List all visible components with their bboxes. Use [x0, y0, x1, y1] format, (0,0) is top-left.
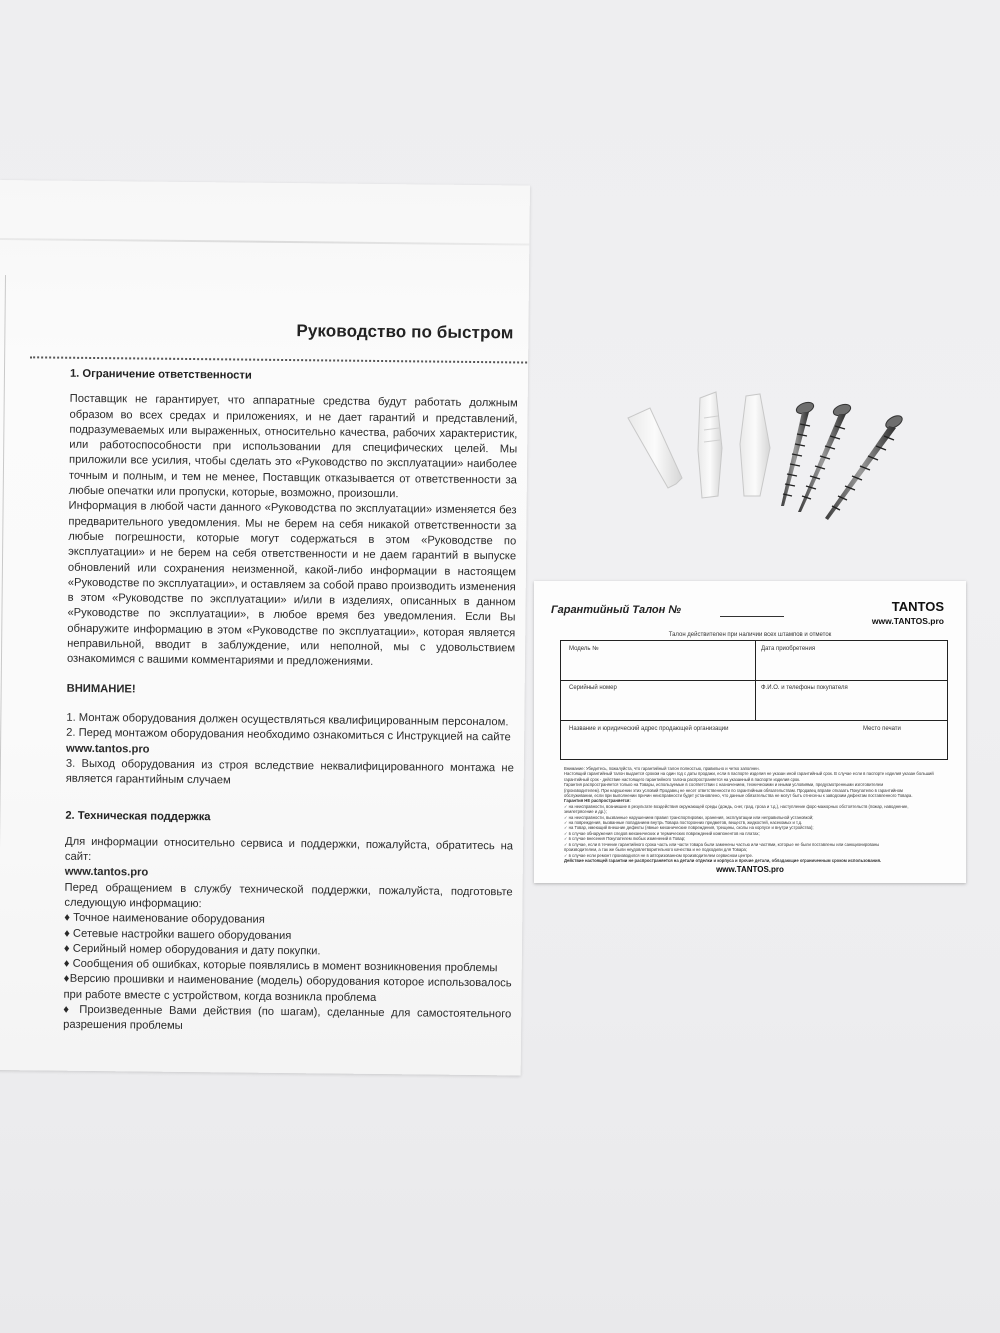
support-item: ♦ Серийный номер оборудования и дату покупки. — [63, 942, 321, 958]
warranty-card-title: Гарантийный Талон № — [551, 604, 681, 616]
terms-line: ✓ в случае обнаружения следов механических и термических повреждений компонентов на платах; — [564, 830, 760, 836]
section2-heading: 2. Техническая поддержка — [65, 810, 211, 824]
wall-plug-icon — [698, 392, 722, 498]
sheet-left-panel — [0, 275, 6, 1055]
card-footer-url: www.TANTOS.pro — [716, 865, 784, 874]
terms-line: землетрясение и др.); — [564, 809, 607, 815]
wall-plug-icon — [740, 394, 770, 496]
section2-paragraph2: Перед обращением в службу технической поддержки, пожалуйста, подготовьте следующую информацию: — [64, 881, 513, 911]
terms-line: Гарантия распространяется только на Товары, используемые в соответствии с назначением, техническими и иными условиями, предусмотренными изготовителем — [564, 782, 884, 788]
mounting-hardware — [618, 378, 918, 528]
section1-paragraph2: Информация в любой части данного «Руководства по эксплуатации» изменяется без предварительного уведомления. Мы не берем на себя никакой ответственности за любые погрешности, которые могут содержаться в этом «Руководстве по эксплуатации» и не берем на себя ответственности и не даем гарантий в выпуске обновлений или сохранения неизменной, какой-либо информации в настоящем «Руководстве по эксплуатации», и оставляем за собой право производить изменения в этом «Руководстве по эксплуатации» и/или в изделиях, описанных в данном «Руководстве по эксплуатации», в любое время без уведомления. Если Вы обнаружите информацию в этом «Руководстве по эксплуатации», которая является неправильной, вводит в заблуждение, или неполной, мы с удовольствием ознакомимся с вашими комментариями и предложениями. — [66, 500, 517, 669]
warranty-terms — [564, 766, 944, 863]
attention-heading: ВНИМАНИЕ! — [66, 682, 136, 696]
terms-line: производителем, а так же были неудовлетворительного качества и не подходили для Товара; — [564, 847, 748, 853]
manual-title: Руководство по быстром — [296, 321, 514, 343]
title-rule — [30, 356, 530, 363]
stamp-place-label: Место печати — [863, 726, 901, 732]
purchase-date-label: Дата приобретения — [761, 646, 816, 652]
support-item: ♦Версию прошивки и наименование (модель) оборудования которое использовалось при работе вместе с устройством, когда возникла проблема — [63, 973, 512, 1004]
quick-guide-sheet — [0, 180, 530, 1076]
buyer-info-label: Ф.И.О. и телефоны покупателя — [761, 685, 848, 691]
terms-line: Гарантия НЕ распространяется: — [564, 798, 631, 804]
terms-line: Настоящий гарантийный талон выдается сроком на один год с даты продажи, если в паспорте изделия не указан иной гарантийный срок. В случае если в паспорте изделия указан больший — [564, 771, 934, 777]
terms-line: обслуживании, если при выполнении причин неисправности будет установлено, что данные обязательства не могут быть отнесены к заводским дефектам поставленного Товара. — [564, 793, 913, 799]
attention-url: www.tantos.pro — [65, 742, 150, 756]
warranty-number-line — [720, 616, 784, 617]
terms-line: ✓ в случае если ремонт производился не в авторизованном производителем сервисном центре. — [564, 852, 753, 858]
terms-line: ✓ на повреждения, вызванные попаданием внутрь Товара посторонних предметов, веществ, жидкостей, насекомых и т.д. — [564, 820, 803, 826]
manual-body — [63, 367, 518, 1038]
support-item: ♦ Точное наименование оборудования — [64, 911, 265, 927]
brand-url: www.TANTOS.pro — [871, 616, 944, 626]
terms-line: ✓ в случае внесения Покупателем любых изменений в Товар; — [564, 836, 686, 842]
support-item: ♦ Произведенные Вами действия (по шагам), сделанные для самостоятельного разрешения проблемы — [63, 1003, 512, 1033]
brand-logo-text: TANTOS — [891, 599, 944, 614]
attention-item-1: 1. Монтаж оборудования должен осуществляться квалифицированным персоналом. — [66, 711, 509, 729]
attention-item-2: 2. Перед монтажом оборудования необходимо ознакомиться с Инструкцией на сайте — [66, 726, 511, 744]
warranty-card — [534, 581, 966, 883]
card-subtitle: Талон действителен при наличии всех штампов и отметок — [668, 632, 832, 638]
seller-info-label: Название и юридический адрес продающей организации — [569, 726, 729, 732]
terms-line: ✓ на Товар, имеющий внешние дефекты (явные механические повреждения, трещины, сколы на корпусе и внутри устройства); — [564, 825, 814, 831]
terms-line: ✓ на неисправности, вызванные нарушением правил транспортировки, хранения, эксплуатации или неправильной установкой; — [564, 814, 814, 820]
terms-line: Внимание: Убедитесь, пожалуйста, что гарантийный талон полностью, правильно и четко заполнен. — [564, 766, 760, 771]
section2-url: www.tantos.pro — [64, 866, 149, 879]
terms-line: гарантийный срок - действие настоящего гарантийного талона распространяется на указанный в паспорте изделия срок. — [564, 776, 801, 782]
section2-paragraph1: Для информации относительно сервиса и поддержки, пожалуйста, обратитесь на сайт: — [64, 835, 514, 864]
sheet-fold — [0, 238, 529, 246]
model-field-label: Модель № — [569, 646, 599, 652]
section1-paragraph1: Поставщик не гарантирует, что аппаратные средства будут работать должным образом во всех средах и приложениях, и не дает гарантий и представлений, подразумеваемых или выраженных, относительно качества, рабочих характеристик, или работоспособности при использовании для специфических целей. Мы приложили все усилия, чтобы сделать это «Руководство по эксплуатации» наиболее точным и полным, и тем не менее, Поставщик отказывается от ответственности за любые опечатки или пропуски, которые, возможно, произошли. — [68, 393, 518, 501]
wall-plug-icon — [628, 408, 682, 488]
support-item: ♦ Сетевые настройки вашего оборудования — [64, 927, 292, 942]
section1-heading: 1. Ограничение ответственности — [69, 367, 252, 382]
terms-line: ✓ в случае, если в течение гарантийного срока часть или части товара были заменены частью или частями, которые не были поставлены или санкционированы — [564, 841, 880, 847]
warranty-form-table — [560, 640, 948, 760]
attention-item-3: 3. Выход оборудования из строя вследствие неквалифицированного монтажа не является гарантийным случаем — [65, 757, 514, 787]
support-item: ♦ Сообщения об ошибках, которые появлялись в момент возникновения проблемы — [63, 957, 498, 975]
serial-number-label: Серийный номер — [569, 685, 617, 691]
terms-line: (производителем). При нарушении этих условий Продавец не несет ответственности по гарантийным обязательствам. Продавец вправе отказать Покупателю в гарантийном — [564, 787, 903, 793]
terms-line: ✓ на неисправности, возникшие в результате воздействия окружающей среды (дождь, снег, град, гроза и т.д.), наступление форс-мажорных обстоятельств (пожар, наводнение, — [564, 803, 909, 809]
terms-line: Действие настоящей гарантии не распространяется на детали отделки и корпуса и прочие детали, обладающие ограниченным сроком использования. — [564, 857, 882, 863]
